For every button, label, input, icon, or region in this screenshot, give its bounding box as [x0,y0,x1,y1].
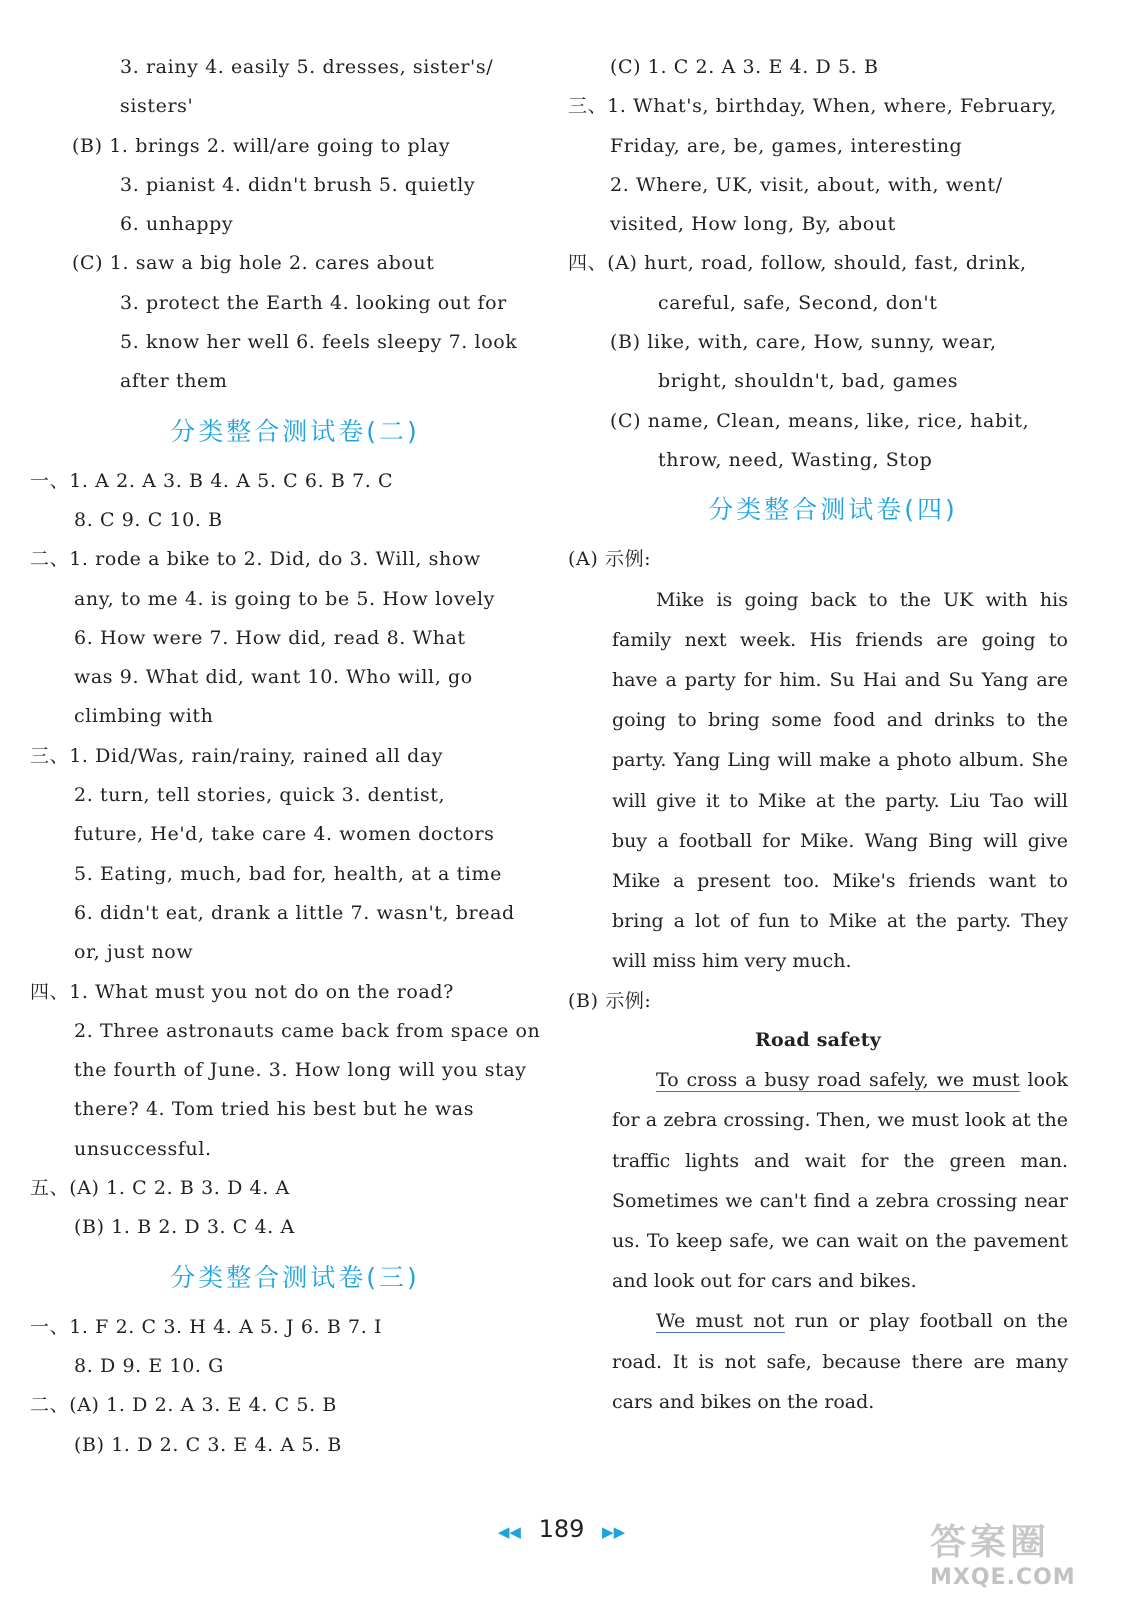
answer-line: 三、1. Did/Was, rain/rainy, rained all day [30,744,444,767]
left-column [30,48,541,1465]
answer-line: (C) 1. saw a big hole 2. cares about [72,252,435,275]
answer-line: Friday, are, be, games, interesting [610,134,963,157]
answer-line: the fourth of June. 3. How long will you stay [74,1059,527,1082]
answer-line: future, He'd, take care 4. women doctors [74,823,495,846]
answer-line: 二、(A) 1. D 2. A 3. E 4. C 5. B [30,1394,337,1417]
answer-line: 8. D 9. E 10. G [74,1354,224,1377]
answer-line: throw, need, Wasting, Stop [658,448,933,471]
answer-line: after them [120,370,228,393]
essay-paragraph [568,1060,1068,1301]
watermark-url: MXQE.COM [930,1565,1076,1590]
page-number: 189 [538,1515,585,1543]
answer-line: 五、(A) 1. C 2. B 3. D 4. A [30,1177,290,1200]
answer-line: or, just now [74,941,194,964]
watermark-logo [930,1514,1105,1592]
answer-line: there? 4. Tom tried his best but he was [74,1098,475,1121]
section-heading: 分类整合测试卷(三) [170,1262,420,1292]
watermark-text: 答案圈 [930,1522,1051,1563]
answer-line: 5. know her well 6. feels sleepy 7. look [120,331,518,354]
prev-page-icon[interactable]: ◀◀ [497,1523,521,1541]
essay-title: Road safety [755,1028,881,1051]
answer-line: (A) 示例: [568,548,652,571]
answer-line: 三、1. What's, birthday, When, where, February, [568,95,1057,118]
answer-line: unsuccessful. [74,1137,212,1160]
answer-line: was 9. What did, want 10. Who will, go [74,666,473,689]
answer-line: (B) 1. B 2. D 3. C 4. A [74,1216,295,1239]
essay-paragraph [568,1301,1068,1422]
answer-line: (B) 1. brings 2. will/are going to play [72,134,451,157]
answer-line: careful, safe, Second, don't [658,291,938,314]
answer-line: 3. rainy 4. easily 5. dresses, sister's/ [120,56,494,78]
answer-line: 2. turn, tell stories, quick 3. dentist, [74,784,446,807]
answer-line: 二、1. rode a bike to 2. Did, do 3. Will, show [30,548,481,571]
answer-line: (B) 1. D 2. C 3. E 4. A 5. B [74,1433,342,1456]
answer-line: 四、1. What must you not do on the road? [30,980,454,1003]
answer-line: bright, shouldn't, bad, games [658,370,959,393]
answer-line: (C) 1. C 2. A 3. E 4. D 5. B [610,56,879,78]
paragraph-text: Mike is going back to the UK with his family next week. His friends are going to have a party for him. Su Hai and Su Yang are going to bring some food and drinks to the party. Yang Ling will make a photo album. She will give it to Mike at the party. Liu Tao will buy a football for Mike. Wang Bing will give Mike a present too. Mike's friends want to bring a lot of fun to Mike at the party. They will miss him very much. [612,588,1068,973]
answer-line: 6. unhappy [120,213,234,236]
answer-line: 2. Where, UK, visit, about, with, went/ [610,173,1003,196]
paragraph-text: look for a zebra crossing. Then, we must look at the traffic lights and wait for the green man. Sometimes we can't find a zebra crossing near us. To keep safe, we can wait on the pavement and look out for cars and bikes. [612,1069,1068,1293]
next-page-icon[interactable]: ▶▶ [602,1523,626,1541]
answer-line: any, to me 4. is going to be 5. How lovely [74,587,495,610]
answer-line: 2. Three astronauts came back from space on [74,1019,541,1042]
answer-line: 3. protect the Earth 4. looking out for [120,291,507,314]
answer-line: sisters' [120,95,194,118]
underlined-phrase: To cross a busy road safely, we must [656,1069,1020,1092]
section-heading: 分类整合测试卷(二) [170,416,420,446]
answer-line: (C) name, Clean, means, like, rice, habit, [610,409,1030,432]
answer-line: (B) 示例: [568,989,652,1012]
answer-line: 3. pianist 4. didn't brush 5. quietly [120,173,476,196]
answer-line: visited, How long, By, about [610,213,896,236]
answer-line: (B) like, with, care, How, sunny, wear, [610,331,997,354]
answer-line: 一、1. A 2. A 3. B 4. A 5. C 6. B 7. C [30,469,394,492]
essay-paragraph [568,580,1068,982]
answer-line: 一、1. F 2. C 3. H 4. A 5. J 6. B 7. I [30,1315,383,1338]
paragraph-text: run or play football on the road. It is not safe, because there are many cars and bikes on the road. [612,1310,1068,1413]
section-heading: 分类整合测试卷(四) [708,495,958,525]
answer-line: 8. C 9. C 10. B [74,508,223,531]
answer-line: climbing with [74,705,214,728]
right-column [568,48,1068,1422]
answer-line: 四、(A) hurt, road, follow, should, fast, drink, [568,252,1027,275]
answer-line: 6. How were 7. How did, read 8. What [74,626,466,649]
underlined-phrase: We must not [656,1310,785,1333]
answer-line: 5. Eating, much, bad for, health, at a time [74,862,502,885]
answer-line: 6. didn't eat, drank a little 7. wasn't, bread [74,901,515,924]
